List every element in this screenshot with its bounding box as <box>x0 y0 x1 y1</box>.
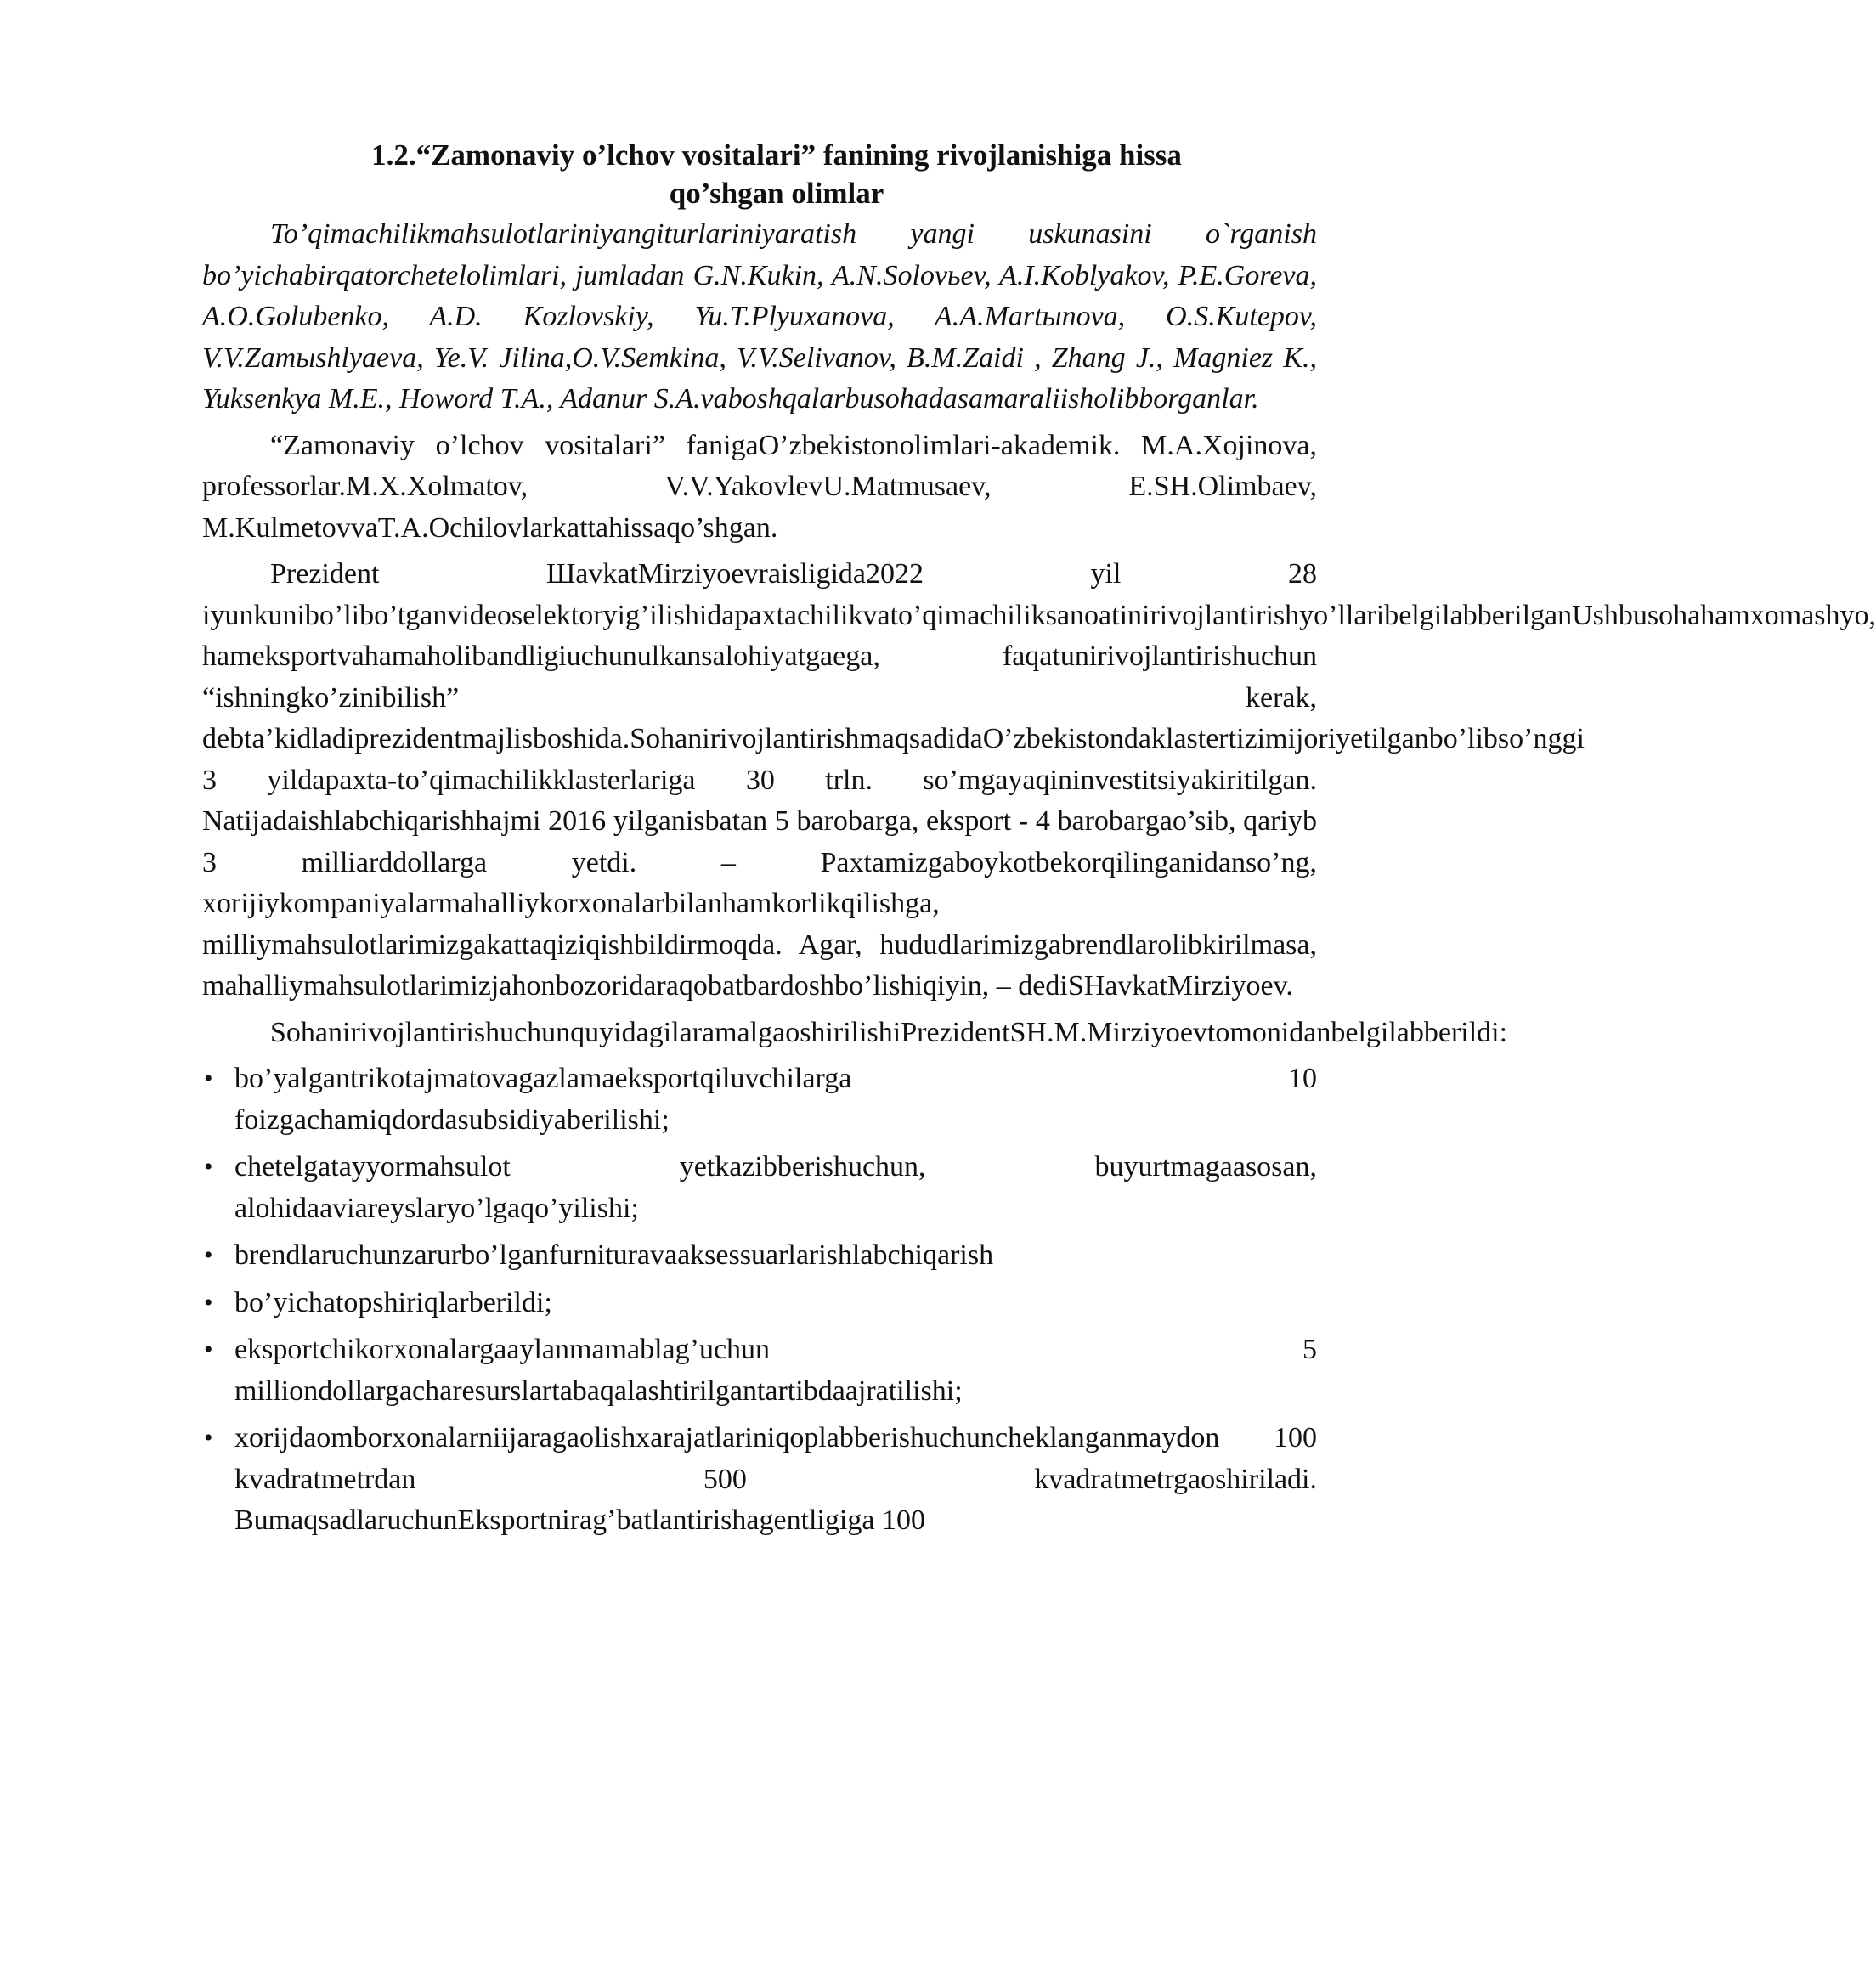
list-item-text: bo’yichatopshiriqlarberildi; <box>234 1286 552 1318</box>
list-item-text: chetelgatayyormahsulot yetkazibberishuchun, buyurtmagaasosan, alohidaaviareyslaryo’lgaqo’yilishi; <box>234 1151 1317 1224</box>
bullet-icon: • <box>204 1288 213 1317</box>
list-item <box>202 1283 1317 1324</box>
page-content <box>202 136 1876 1548</box>
paragraph-president-meeting: Prezident ШavkatMirziyoevraisligida2022 yil 28 iyunkunibo’libo’tganvideoselektoryig’ilishidapaxtachilikvato’qimachiliksanoatinirivojlantirishyo’llaribelgilabberilganUshbusohahamxomashyo, hameksportvahamaholibandligiuchunulkansalohiyatgaega, faqatunirivojlantirishuchun “ishningko’zinibilish” kerak, debta’kidladiprezidentmajlisboshida.SohanirivojlantirishmaqsadidaO’zbekistondaklastertizimijoriyetilganbo’libso’nggi 3 yildapaxta-to’qimachilikklasterlariga 30 trln. so’mgayaqininvestitsiyakiritilgan. Natijadaishlabchiqarishhajmi 2016 yilganisbatan 5 barobarga, eksport - 4 barobargao’sib, qariyb 3 milliarddollarga yetdi. – Paxtamizgaboykotbekorqilinganidanso’ng, xorijiykompaniyalarmahalliykorxonalarbilanhamkorlikqilishga, milliymahsulotlarimizgakattaqiziqishbildirmoqda. Agar, hududlarimizgabrendlarolibkirilmasa, mahalliymahsulotlarimizjahonbozoridaraqobatbardoshbo’lishiqiyin, – dediSHavkatMirziyoev. <box>202 558 1876 1002</box>
bullet-icon: • <box>204 1424 213 1452</box>
measures-list <box>202 1058 1317 1542</box>
bullet-icon: • <box>204 1335 213 1363</box>
list-item <box>202 1329 1317 1412</box>
list-item <box>202 1235 1317 1277</box>
list-item-text: eksportchikorxonalargaaylanmamablag’uchun 5 milliondollargacharesurslartabaqalashtirilgantartibdaajratilishi; <box>234 1334 1317 1407</box>
section-heading-line-1: 1.2.“Zamonaviy o’lchov vositalari” fanining rivojlanishiga hissa <box>371 138 1182 172</box>
bullet-icon: • <box>204 1064 213 1092</box>
list-item <box>202 1147 1317 1229</box>
paragraph-scientists: To’qimachilikmahsulotlariniyangiturlariniyaratish yangi uskunasini o`rganish bo’yichabirqatorchetelolimlari, jumladan G.N.Kukin, A.N.Solovьev, A.I.Koblyakov, P.E.Goreva, A.O.Golubenko, A.D. Kozlovskiy, Yu.T.Plyuxanova, A.A.Martыnova, O.S.Kutepov, V.V.Zamыshlyaeva, Ye.V. Jilina,O.V.Semkina, V.V.Selivanov, B.M.Zaidi , Zhang J., Magniez K., Yuksenkya M.E., Howord T.A., Adanur S.A.vaboshqalarbusohadasamaraliisholibborganlar. <box>202 218 1317 415</box>
section-heading-line-2: qo’shgan olimlar <box>669 177 884 210</box>
section-heading <box>202 136 1317 212</box>
list-item <box>202 1058 1317 1141</box>
list-item-text: xorijdaomborxonalarniijaragaolishxarajatlariniqoplabberishuchuncheklanganmaydon 100 kvadratmetrdan 500 kvadratmetrgaoshiriladi. BumaqsadlaruchunEksportnirag’batlantirishagentligiga 100 <box>234 1422 1317 1536</box>
paragraph-measures-intro: SohanirivojlantirishuchunquyidagilaramalgaoshirilishiPrezidentSH.M.Mirziyoevtomonidanbelgilabberildi: <box>270 1016 1508 1048</box>
paragraph-uzbek-scientists: “Zamonaviy o’lchov vositalari” fanigaO’zbekistonolimlari-akademik. M.A.Xojinova, professorlar.M.X.Xolmatov, V.V.YakovlevU.Matmusaev, E.SH.Olimbaev, M.KulmetovvaT.A.Ochilovlarkattahissaqo’shgan. <box>202 429 1317 544</box>
list-item-text: bo’yalgantrikotajmatovagazlamaeksportqiluvchilarga 10 foizgachamiqdordasubsidiyaberilishi; <box>234 1063 1317 1136</box>
list-item-text: brendlaruchunzarurbo’lganfurnituravaaksessuarlarishlabchiqarish <box>234 1239 994 1271</box>
list-item <box>202 1418 1317 1542</box>
bullet-icon: • <box>204 1153 213 1181</box>
bullet-icon: • <box>204 1241 213 1269</box>
